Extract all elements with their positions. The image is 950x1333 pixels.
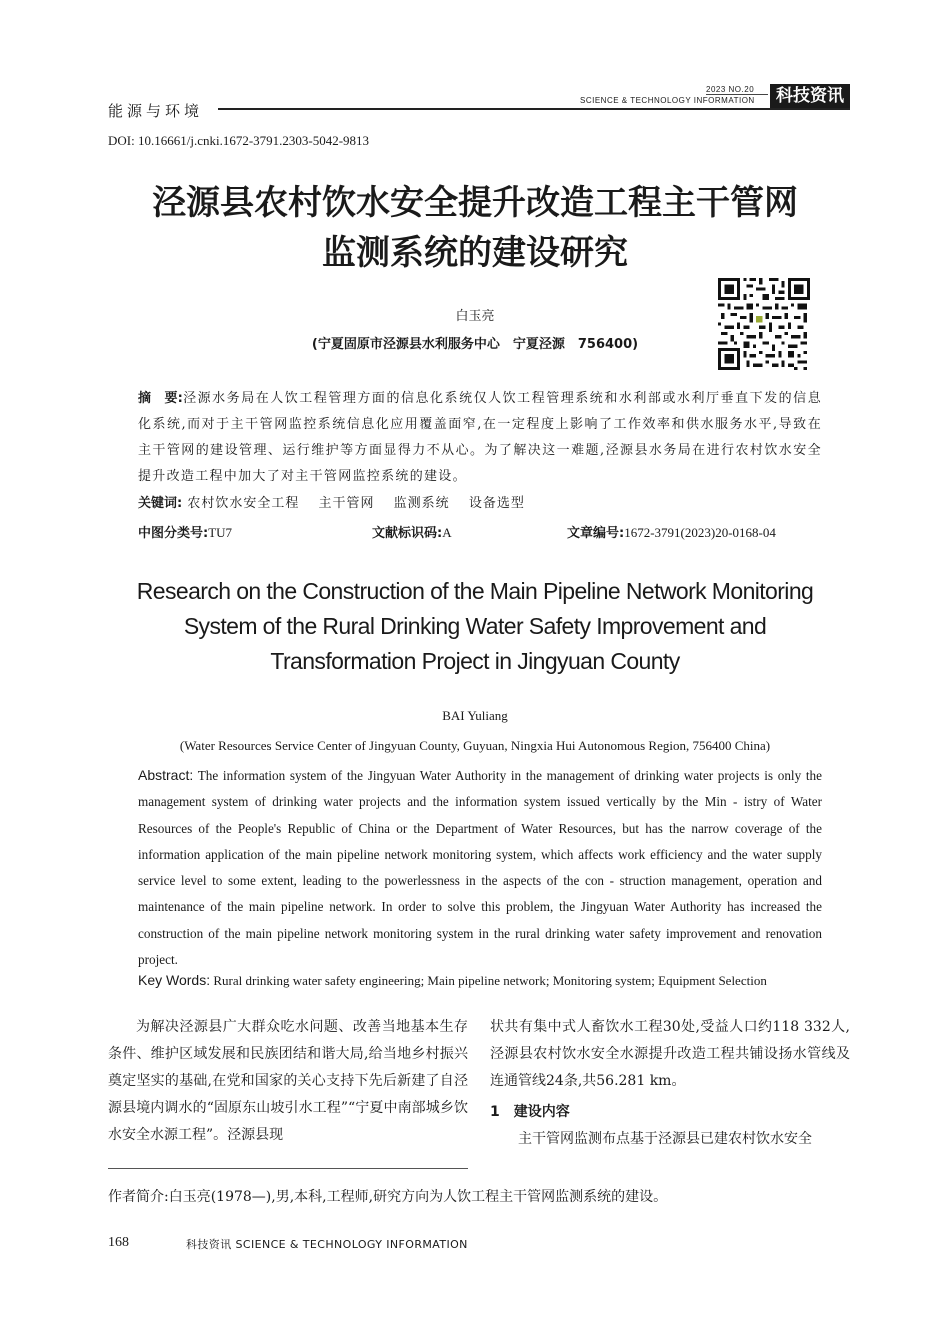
author-note: 作者简介:白玉亮(1978—),男,本科,工程师,研究方向为人饮工程主干管网监测系统的建设。 — [108, 1189, 668, 1205]
body-paragraph: 状共有集中式人畜饮水工程30处,受益人口约118 332人,泾源县农村饮水安全水源提升改造工程共铺设扬水管线及连通管线24条,共56.281 km。 — [490, 1019, 850, 1089]
document-code-label: 文献标识码: — [372, 526, 443, 541]
keyword-cn-item: 农村饮水安全工程 — [187, 496, 300, 511]
body-column-left — [108, 1014, 468, 1149]
keywords-en — [138, 972, 828, 989]
clc-number — [138, 522, 232, 541]
keywords-cn-label: 关键词: — [138, 496, 183, 511]
page-number: 168 — [108, 1235, 129, 1250]
footnote-rule — [108, 1168, 468, 1169]
article-number-value: 1672-3791(2023)20-0168-04 — [624, 525, 776, 540]
abstract-cn-text: 泾源水务局在人饮工程管理方面的信息化系统仅人饮工程管理系统和水利部或水利厅垂直下发的信息化系统,而对于主干管网监控系统信息化应用覆盖面窄,在一定程度上影响了工作效率和供水服务水平,导致在主干管网的建设管理、运行维护等方面显得力不从心。为了解决这一难题,泾源县水务局在进行农村饮水安全提升改造工程中加大了对主干管网监控系统的建设。 — [138, 391, 822, 484]
document-code-value: A — [442, 525, 452, 540]
abstract-cn — [138, 386, 822, 490]
body-column-right — [490, 1014, 850, 1153]
abstract-en-label: Abstract: — [138, 767, 194, 783]
header-rule — [218, 108, 850, 110]
clc-value: TU7 — [208, 525, 233, 540]
clc-label: 中图分类号: — [138, 526, 209, 541]
title-en-line2: System of the Rural Drinking Water Safety Improvement and — [183, 613, 767, 639]
abstract-en-text: The information system of the Jingyuan Water Authority in the management of drinking water projects is only the management system of drinking water projects and the information system issued vertically by the Min - istry of Water Resources of the People's Republic of China or the Department of Water Resources, but has the narrow coverage of the information application of the main pipeline network monitoring system, which affects work efficiency and the water supply service level to some extent, leading to the powerlessness in the aspects of the con - struction management, operation and maintenance of the main pipeline network. In order to solve this problem, the Jingyuan Water Authority has increased the construction of the main pipeline network monitoring system in the rural drinking water safety improvement and renovation project. — [138, 768, 822, 968]
issue-number: 2023 NO.20 — [706, 85, 755, 94]
keywords-en-label: Key Words: — [138, 972, 211, 988]
keywords-cn — [138, 492, 539, 511]
body-paragraph: 主干管网监测布点基于泾源县已建农村饮水安全 — [518, 1131, 812, 1147]
journal-name-en: SCIENCE & TECHNOLOGY INFORMATION — [580, 96, 755, 105]
author-cn: 白玉亮 — [455, 309, 495, 324]
affiliation-cn: (宁夏固原市泾源县水利服务中心 宁夏泾源 756400) — [311, 337, 639, 352]
title-en-line3: Transformation Project in Jingyuan County — [270, 648, 680, 674]
doi: DOI: 10.16661/j.cnki.1672-3791.2303-5042-9813 — [108, 133, 370, 148]
title-cn-line2: 监测系统的建设研究 — [322, 233, 628, 273]
footer-journal: 科技资讯 SCIENCE & TECHNOLOGY INFORMATION — [186, 1238, 468, 1251]
title-en — [0, 574, 950, 679]
affiliation-en: (Water Resources Service Center of Jingyuan County, Guyuan, Ningxia Hui Autonomous Region, 756400 China) — [179, 738, 771, 753]
title-en-line1: Research on the Construction of the Main Pipeline Network Monitoring — [136, 578, 814, 604]
abstract-en — [138, 762, 822, 973]
keyword-cn-item: 主干管网 — [318, 496, 375, 511]
issue-rule — [706, 94, 768, 95]
section-label: 能源与环境 — [108, 102, 204, 120]
section-heading: 1 建设内容 — [490, 1104, 570, 1120]
body-paragraph: 为解决泾源县广大群众吃水问题、改善当地基本生存条件、维护区域发展和民族团结和谐大局,给当地乡村振兴奠定坚实的基础,在党和国家的关心支持下先后新建了自泾源县境内调水的“固原东山坡引水工程”“宁夏中南部城乡饮水安全水源工程”。泾源县现 — [108, 1019, 468, 1143]
article-number-label: 文章编号: — [567, 526, 625, 541]
author-en: BAI Yuliang — [442, 708, 508, 723]
article-number — [567, 522, 776, 541]
qr-code-icon — [718, 278, 810, 370]
abstract-cn-label: 摘 要: — [138, 391, 183, 406]
keyword-cn-item: 设备选型 — [468, 496, 525, 511]
keyword-cn-item: 监测系统 — [393, 496, 450, 511]
document-code — [372, 522, 452, 541]
title-cn-line1: 泾源县农村饮水安全提升改造工程主干管网 — [152, 183, 798, 223]
title-cn — [0, 178, 950, 278]
keywords-en-text: Rural drinking water safety engineering; Main pipeline network; Monitoring system; Equipment Selection — [213, 973, 767, 988]
journal-logo: 科技资讯 — [770, 84, 850, 108]
